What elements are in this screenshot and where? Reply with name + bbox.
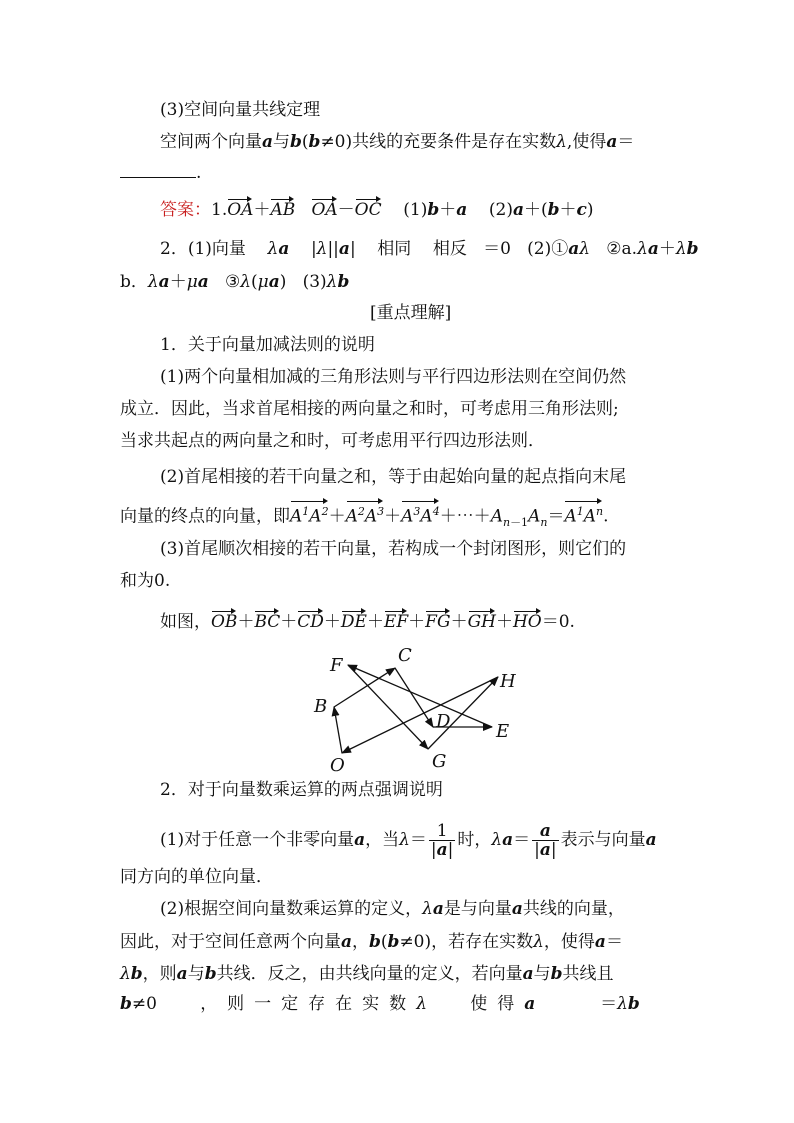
theorem-heading: (3)空间向量共线定理 [160, 100, 321, 120]
vector-EF [348, 665, 492, 727]
label-C: C [398, 645, 412, 666]
label-O: O [330, 755, 345, 775]
s1-p3-l2: 和为0. [120, 571, 171, 591]
s2-p1-l2: 同方向的单位向量． [120, 867, 273, 887]
vector-BC [334, 668, 395, 707]
s1-p2-l2: 向量的终点的向量，即$A^1A^2+A^2A^3+A^3A^4+\cdots+A_{n-1}A_n=A^1A^n$. [120, 499, 609, 534]
answer-line-3: b．λa＋μa ③λ(μa) (3)λb [120, 272, 350, 292]
label-F: F [330, 655, 343, 676]
figure-equation: 如图，OB＋BC＋CD＋DE＋EF＋FG＋GH＋HO＝0. [160, 609, 575, 633]
answer-label: 答案： [160, 200, 211, 220]
s2-p1-l1: (1)对于任意一个非零向量a，当λ＝ $\frac{1}{|a|}$ 时，λa＝ $\frac{a}{|a|}$ 表示与向量a [160, 821, 657, 860]
vector-figure [310, 645, 540, 775]
s1-p2-l1: (2)首尾相接的若干向量之和，等于由起始向量的起点指向末尾 [160, 467, 627, 487]
s1-p3-l1: (3)首尾顺次相接的若干向量，若构成一个封闭图形，则它们的 [160, 539, 627, 559]
vector-OB [334, 707, 342, 753]
answer-line-1: 答案：1.OA＋AB OA－OC (1)b＋a (2)a＋(b＋c) [160, 197, 594, 221]
s2-title: 2．对于向量数乘运算的两点强调说明 [160, 780, 443, 800]
section-title: [重点理解] [370, 303, 452, 323]
label-G: G [432, 751, 447, 772]
label-H: H [500, 671, 516, 692]
s1-p1-l3: 当求共起点的两向量之和时，可考虑用平行四边形法则． [120, 431, 545, 451]
label-D: D [436, 711, 451, 732]
s1-title: 1．关于向量加减法则的说明 [160, 335, 375, 355]
label-B: B [314, 696, 328, 717]
answer-line-2: 2．(1)向量 λa |λ||a| 相同 相反 ＝0 (2)①aλ ②a.λa＋λb [160, 239, 699, 259]
s2-p2-l4: b≠0 ，则一定存在实数λ 使得a ＝λb [120, 994, 640, 1014]
vector-FG [348, 665, 428, 749]
s2-p2-l3: λb，则a与b共线．反之，由共线向量的定义，若向量a与b共线且 [120, 964, 614, 984]
theorem-blank: . [120, 162, 201, 184]
label-E: E [496, 721, 510, 742]
theorem-statement: 空间两个向量a与b(b≠0)共线的充要条件是存在实数λ,使得a＝ [160, 132, 635, 152]
s1-p1-l2: 成立．因此，当求首尾相接的两向量之和时，可考虑用三角形法则; [120, 399, 619, 419]
s1-p1-l1: (1)两个向量相加减的三角形法则与平行四边形法则在空间仍然 [160, 367, 627, 387]
vector-HO [342, 677, 498, 753]
s2-p2-l2: 因此，对于空间任意两个向量a，b(b≠0)，若存在实数λ，使得a＝ [120, 932, 623, 952]
s2-p2-l1: (2)根据空间向量数乘运算的定义，λa是与向量a共线的向量， [160, 899, 625, 919]
